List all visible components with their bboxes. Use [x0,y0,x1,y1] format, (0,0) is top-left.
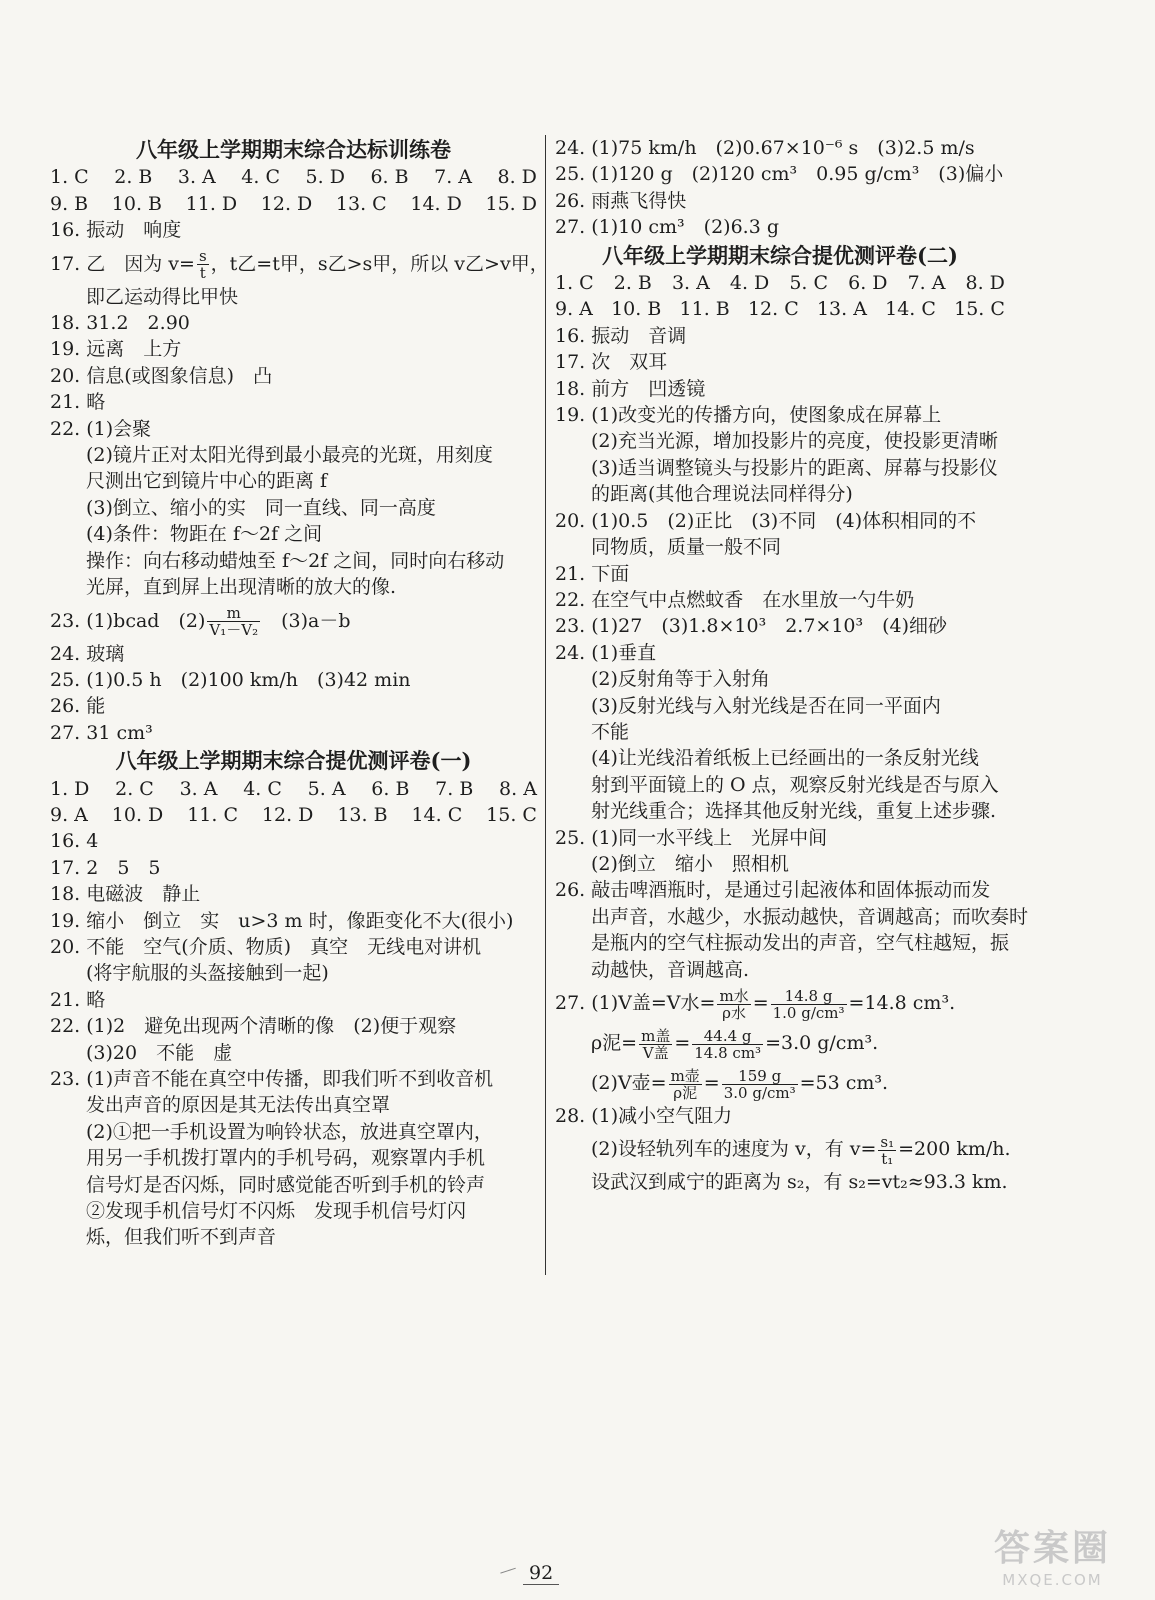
answer-line: 26. 雨燕飞得快 [555,189,687,212]
answer-line: 24. 玻璃 [50,642,125,665]
answer-line: 21. 下面 [555,562,630,585]
answer-line: 16. 4 [50,830,99,853]
answer-line: ρ泥= $\frac{\text{m盖}}{\text{V盖}}$ = $\frac{44.4 g}{\text{14.8 cm³}}$ =3.0 g/cm³. [591,1026,879,1062]
mc-answer: 1. D [50,777,90,800]
answer-line: (3)适当调整镜头与投影片的距离、屏幕与投影仪 [591,456,998,479]
answer-line: 26. 敲击啤酒瓶时，是通过引起液体和固体振动而发 [555,879,991,902]
answer-line: 23. (1)bcad (2) $\frac{m}{\text{V₁－V₂}}$ (3)a－b [50,604,351,639]
answer-line: 用另一手机拨打罩内的手机号码，观察罩内手机 [86,1147,486,1170]
mc-answer: 6. D [848,272,888,295]
answer-line: 18. 电磁波 静止 [50,883,201,906]
answer-line: 25. (1)120 g (2)120 cm³ 0.95 g/cm³ (3)偏小 [555,163,1004,186]
answer-line: 射到平面镜上的 O 点，观察反射光线是否与原入 [591,773,999,796]
mc-answer: 8. D [965,272,1005,295]
answer-line: (4)条件：物距在 f～2f 之间 [86,523,323,546]
answer-line: 24. (1)垂直 [555,641,657,664]
answer-line: 19. (1)改变光的传播方向，使图象成在屏幕上 [555,404,942,427]
answer-line: 出声音，水越少，水振动越快，音调越高；而吹奏时 [591,905,1029,928]
mc-answer: 14. D [410,192,462,215]
mc-answer: 13. B [337,803,388,826]
answer-line: (2)镜片正对太阳光得到最小最亮的光斑，用刻度 [86,444,493,467]
answer-line: (2)反射角等于入射角 [591,668,770,691]
fraction: $\frac{\text{s₁}}{\text{t₁}}$ [880,1132,895,1168]
mc-answer: 3. A [179,777,218,800]
mc-answer: 2. B [114,166,153,189]
mc-answer: 12. C [747,298,799,321]
mc-answers-row [50,776,537,802]
mc-answers-row [555,270,1005,296]
mc-answer: 13. A [816,298,867,321]
mc-answer: 5. C [789,272,829,295]
fraction: $\frac{44.4 g}{\text{14.8 cm³}}$ [694,1026,762,1062]
answer-line: 25. (1)同一水平线上 光屏中间 [555,826,828,849]
answer-line: 27. (1)10 cm³ (2)6.3 g [555,216,779,239]
answer-line: 即乙运动得比甲快 [86,285,239,308]
mc-answer: 12. D [260,192,313,215]
mc-answer: 11. D [185,192,238,215]
mc-answer: 6. B [371,777,410,800]
fraction: $\frac{\text{m壶}}{\text{ρ泥}}$ [670,1066,700,1102]
answer-line: (2)充当光源，增加投影片的亮度，使投影更清晰 [591,430,998,453]
mc-answer: 7. A [907,272,946,295]
answer-line: 26. 能 [50,695,106,718]
fraction: $\frac{14.8 g}{\text{1.0 g/cm³}}$ [772,986,845,1022]
right-column [555,135,1029,1196]
mc-answer: 13. C [335,192,387,215]
answer-line: 21. 略 [50,988,106,1011]
mc-answer: 10. D [111,803,164,826]
mc-answer: 8. A [499,777,537,800]
watermark-logo: 答案圈 MXQE.COM [993,1528,1111,1589]
section-title: 八年级上学期期末综合达标训练卷 [136,137,451,162]
answer-line: (2)倒立 缩小 照相机 [591,852,789,875]
answer-line: 28. (1)减小空气阻力 [555,1105,733,1127]
section-title: 八年级上学期期末综合提优测评卷(二) [602,242,958,268]
answer-line: 20. 不能 空气(介质、物质) 真空 无线电对讲机 [50,935,482,958]
answer-line: 16. 振动 音调 [555,324,687,347]
mc-answer: 14. C [885,298,936,321]
mc-answer: 6. B [370,166,409,189]
answer-line: 27. 31 cm³ [50,721,153,744]
answer-line: 25. (1)0.5 h (2)100 km/h (3)42 min [50,668,411,691]
mc-answers-row [50,802,537,828]
answer-line: 18. 前方 凹透镜 [555,377,706,400]
page-number: 92 [523,1562,559,1585]
mc-answer: 9. A [555,298,593,321]
mc-answer: 2. C [115,777,154,800]
mc-answer: 15. D [485,192,537,215]
answer-line: 20. 信息(或图象信息) 凸 [50,364,273,387]
answer-line: 19. 缩小 倒立 实 u>3 m 时，像距变化不大(很小) [50,909,514,932]
mc-answer: 5. D [305,166,345,189]
answer-line: (3)20 不能 虚 [86,1041,233,1064]
mc-answer: 1. C [555,272,594,295]
mc-answer: 1. C [50,166,89,189]
mc-answer: 5. A [307,777,346,800]
answer-line: ②发现手机信号灯不闪烁 发现手机信号灯闪 [86,1200,467,1223]
mc-answer: 9. B [50,192,89,215]
answer-line: 信号灯是否闪烁，同时感觉能否听到手机的铃声 [86,1173,486,1196]
mc-answer: 3. A [177,166,216,189]
mc-answer: 11. C [187,803,238,826]
mc-answer: 4. D [729,272,770,295]
answer-line: 不能 [591,720,630,743]
answer-line: 22. (1)会聚 [50,417,152,440]
column-divider [545,135,546,1275]
mc-answer: 7. B [435,777,474,800]
fraction: $\frac{s}{t}$ [198,247,207,283]
fraction: $\frac{m}{\text{V₁－V₂}}$ [209,604,259,639]
answer-line: (2)设轻轨列车的速度为 v，有 v= $\frac{\text{s₁}}{\text{t₁}}$ =200 km/h. [591,1132,1011,1168]
mc-answer: 8. D [497,166,537,189]
answer-line: 17. 乙 因为 v= $\frac{s}{t}$ ，t乙=t甲，s乙>s甲，所以 v乙>v甲， [50,247,549,283]
answer-line: 同物质，质量一般不同 [591,536,782,559]
answer-line: 22. 在空气中点燃蚊香 在水里放一勺牛奶 [555,588,915,611]
answer-line: 烁，但我们听不到声音 [86,1226,277,1249]
answer-line: 18. 31.2 2.90 [50,312,190,335]
left-column [50,135,549,1251]
answer-line: 操作：向右移动蜡烛至 f～2f 之间，同时向右移动 [86,549,505,572]
answer-line: 21. 略 [50,391,106,414]
answer-line: 光屏，直到屏上出现清晰的放大的像. [86,576,397,599]
mc-answer: 7. A [434,166,472,189]
answer-line: 24. (1)75 km/h (2)0.67×10⁻⁶ s (3)2.5 m/s [555,137,975,159]
mc-answers-row [50,191,537,217]
fraction: $\frac{\text{m盖}}{\text{V盖}}$ [641,1026,671,1062]
answer-line: 22. (1)2 避免出现两个清晰的像 (2)便于观察 [50,1015,457,1038]
mc-answers-row [50,164,537,190]
mc-answer: 15. C [954,298,1005,321]
answer-line: (2)V壶= $\frac{\text{m壶}}{\text{ρ泥}}$ = $\frac{159 g}{\text{3.0 g/cm³}}$ =53 cm³. [591,1066,889,1102]
mc-answer: 3. A [671,272,710,295]
answer-line: 射光线重合；选择其他反射光线，重复上述步骤. [591,800,997,823]
answer-line: 19. 远离 上方 [50,338,182,361]
answer-line: 设武汉到咸宁的距离为 s₂，有 s₂=vt₂≈93.3 km. [591,1171,1008,1194]
answer-line: (4)让光线沿着纸板上已经画出的一条反射光线 [591,747,979,770]
section-title: 八年级上学期期末综合提优测评卷(一) [115,748,472,774]
answer-line: 的距离(其他合理说法同样得分) [591,483,853,506]
mc-answer: 15. C [486,803,537,826]
mc-answer: 12. D [261,803,314,826]
mc-answers-row [555,296,1005,322]
mc-answer: 4. C [243,777,282,800]
mc-answer: 14. C [411,803,463,826]
answer-line: 17. 次 双耳 [555,351,668,374]
answer-line: 发出声音的原因是其无法传出真空罩 [86,1094,391,1117]
answer-line: 20. (1)0.5 (2)正比 (3)不同 (4)体积相同的不 [555,509,977,532]
mc-answer: 10. B [611,298,662,321]
fraction: $\frac{\text{m水}}{\text{ρ水}}$ [719,986,749,1022]
answer-line: (将宇航服的头盔接触到一起) [86,962,329,985]
mc-answer: 4. C [241,166,281,189]
answer-line: 动越快，音调越高. [591,958,750,981]
answer-line: 是瓶内的空气柱振动发出的声音，空气柱越短，振 [591,932,1010,955]
answer-line: (2)①把一手机设置为响铃状态，放进真空罩内， [86,1120,493,1143]
answer-line: 23. (1)声音不能在真空中传播，即我们听不到收音机 [50,1068,494,1090]
answer-line: 17. 2 5 5 [50,856,161,879]
mc-answer: 9. A [50,803,88,826]
mc-answer: 10. B [111,192,162,215]
mc-answer: 2. B [613,272,652,295]
answer-line: 23. (1)27 (3)1.8×10³ 2.7×10³ (4)细砂 [555,615,948,638]
answer-line: 尺测出它到镜片中心的距离 f [86,470,328,493]
mc-answer: 11. B [679,298,730,321]
answer-line: 16. 振动 响度 [50,219,182,242]
answer-line: 27. (1)V盖=V水= $\frac{\text{m水}}{\text{ρ水}}$ = $\frac{14.8 g}{\text{1.0 g/cm³}}$ =14.8 cm³. [555,986,956,1022]
fraction: $\frac{159 g}{\text{3.0 g/cm³}}$ [723,1066,796,1102]
answer-line: (3)反射光线与入射光线是否在同一平面内 [591,694,941,717]
answer-line: (3)倒立、缩小的实 同一直线、同一高度 [86,496,436,519]
